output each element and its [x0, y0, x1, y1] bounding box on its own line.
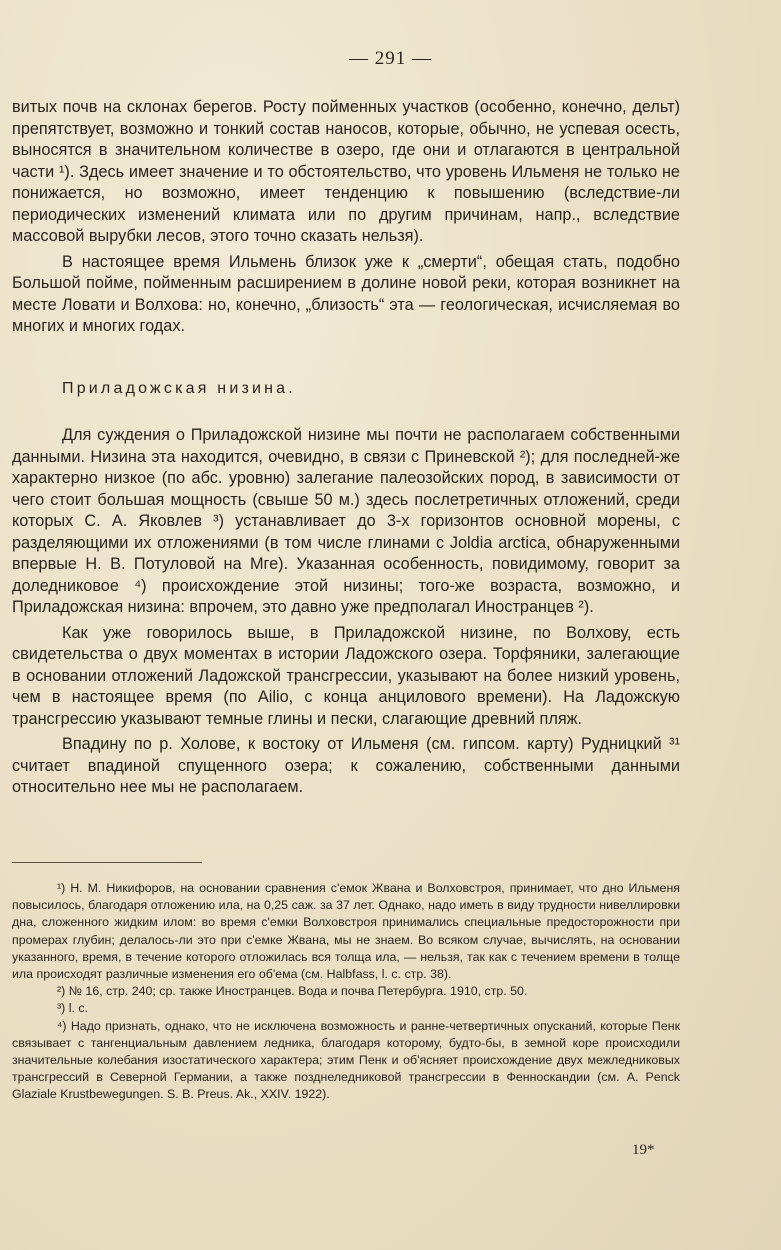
section-title: Приладожская низина.	[62, 379, 296, 397]
footnote: ¹) Н. М. Никифоров, на основании сравнения с'емок Жвана и Волховстроя, принимает, что дно Ильменя повысилось, благодаря отложению ила, на 0,25 саж. за 37 лет. Однако, надо иметь в виду трудности нивеллировки дна, сложенного жидким илом: во время с'емки Волховстроя принимались специальные предосторожности при промерах глубин; делалось-ли это при с'емке Жвана, мы не знаем. Во всяком случае, вычислять, на основании указанного, время, в течение которого отложилась вся толща ила, — нельзя, так как с течением времени в толще ила происходят различные изменения его об'ема (см. Halbfass, l. c. стр. 38).	[12, 881, 680, 982]
paragraph: Для суждения о Приладожской низине мы почти не располагаем собственными данными. Низина эта находится, очевидно, в связи с Приневской ²); для последней-же характерно низкое (по абс. уровню) залегание палеозойских пород, в зависимости от чего стоит большая мощность (свыше 50 м.) здесь послетретичных отложений, среди которых С. А. Яковлев ³) устанавливает до 3-х горизонтов основной морены, с разделяющими их отложениями (в том числе глинами с Joldia arctica, обнаруженными впервые Н. В. Потуловой на Мге). Указанная особенность, повидимому, говорит за доледниковое ⁴) происхождение этой низины; того-же возраста, возможно, и Приладожская низина: впрочем, это давно уже предполагал Иностранцев ²).	[12, 426, 680, 616]
printer-signature-mark: 19*	[632, 1142, 655, 1158]
main-text	[12, 97, 680, 799]
footnote: ⁴) Надо признать, однако, что не исключена возможность и ранне-четвертичных опусканий, которые Пенк связывает с тангенциальным давлением ледника, благодаря которому, будто-бы, в земной коре происходили значительные колебания изостатического характера; этим Пенк и об'ясняет происхождение двух межледниковых трансгрессий в Северной Германии, а также позднеледниковой трансгрессии в Фенноскандии (см. A. Penck Glaziale Krustbewegungen. S. B. Preus. Ak., XXIV. 1922).	[12, 1018, 680, 1102]
page-number: — 291 —	[349, 48, 432, 69]
paragraph: витых почв на склонах берегов. Росту пойменных участков (особенно, конечно, дельт) препятствует, возможно и тонкий состав наносов, которые, обычно, не успевая осесть, выносятся в значительном количестве в озеро, где они и отлагаются в центральной части ¹). Здесь имеет значение и то обстоятельство, что уровень Ильменя не только не понижается, но возможно, имеет тенденцию к повышению (вследствие-ли периодических изменений климата или по другим причинам, напр., вследствие массовой вырубки лесов, этого точно сказать нельзя).	[12, 98, 680, 245]
footnote-divider	[12, 862, 202, 863]
footnote: ³) l. c.	[57, 1001, 88, 1016]
footnotes	[12, 880, 680, 1104]
paragraph: Впадину по р. Холове, к востоку от Ильменя (см. гипсом. карту) Рудницкий ³¹ считает впадиной спущенного озера; к сожалению, собственными данными относительно нее мы не располагаем.	[12, 735, 680, 796]
paragraph: В настоящее время Ильмень близок уже к „смерти“, обещая стать, подобно Большой пойме, пойменным расширением в долине новой реки, которая возникнет на месте Ловати и Волхова: но, конечно, „близость“ эта — геологическая, исчисляемая во многих и многих годах.	[12, 252, 680, 335]
footnote: ²) № 16, стр. 240; ср. также Иностранцев. Вода и почва Петербурга. 1910, стр. 50.	[57, 984, 528, 999]
paragraph: Как уже говорилось выше, в Приладожской низине, по Волхову, есть свидетельства о двух моментах в истории Ладожского озера. Торфяники, залегающие в основании отложений Ладожской трансгрессии, указывают на более низкий уровень, чем в настоящее время (по Ailio, с конца анцилового времени). На Ладожскую трансгрессию указывают темные глины и пески, слагающие древний пляж.	[12, 623, 680, 728]
